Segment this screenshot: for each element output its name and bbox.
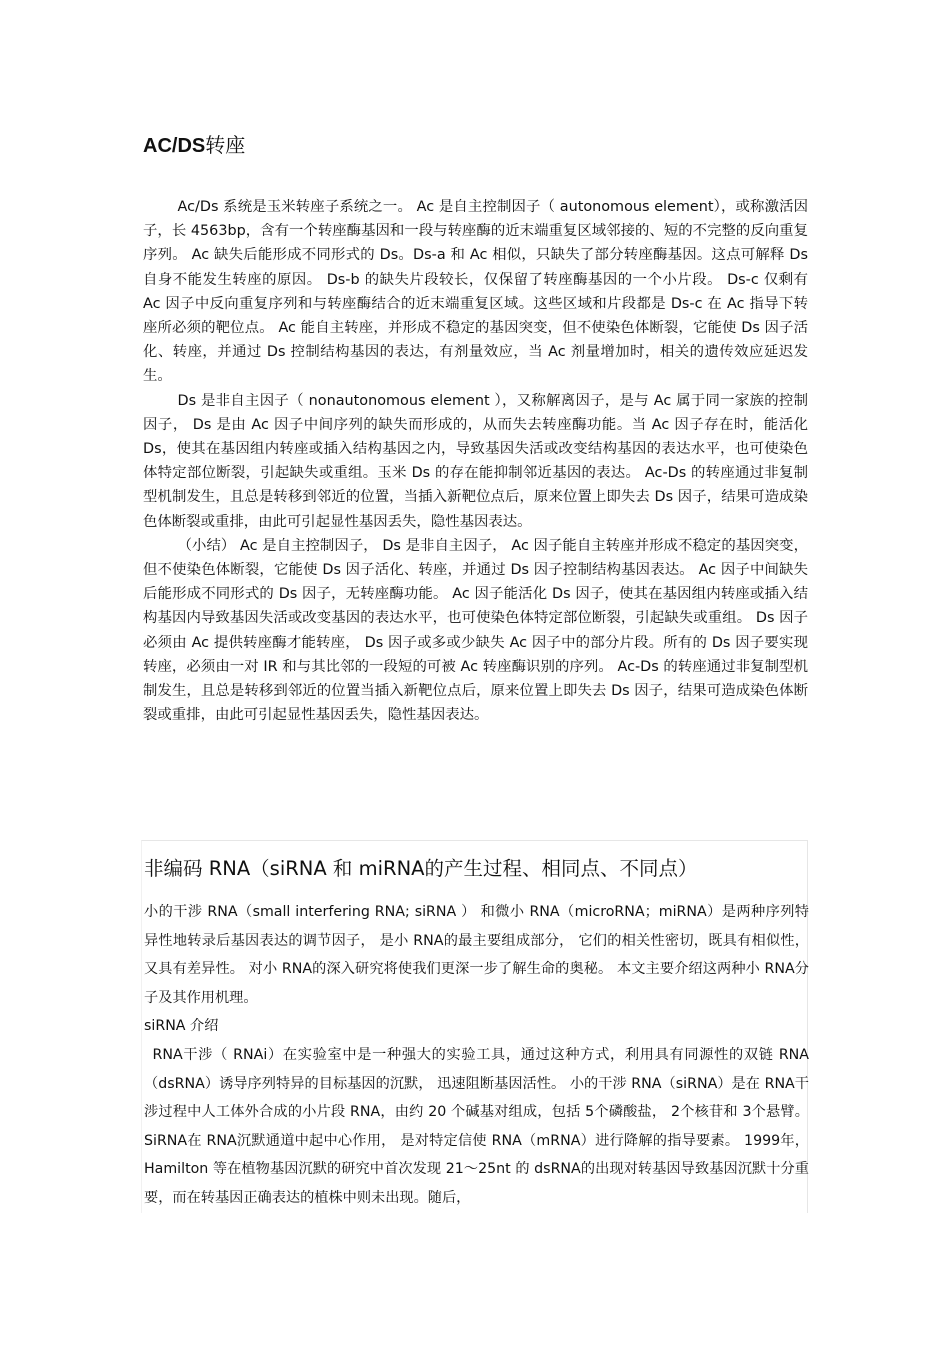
section-box-ncrna <box>141 840 808 1213</box>
title-latin-part: AC/DS <box>143 135 206 157</box>
section-body-ncrna <box>144 898 809 1213</box>
subheading-sirna: siRNA 介绍 <box>144 1018 219 1035</box>
paragraph-ac: Ac/Ds 系统是玉米转座子系统之一。 Ac 是自主控制因子（ autonomous element），或称激活因子，长 4563bp，含有一个转座酶基因和一段与转座酶的近末端重复区域邻接的、短的不完整的反向重复序列。 Ac 缺失后能形成不同形式的 Ds。Ds-a 和 Ac 相似，只缺失了部分转座酶基因。这点可解释 Ds 自身不能发生转座的原因。 Ds-b 的缺失片段较长，仅保留了转座酶基因的一个小片段。 Ds-c 仅剩有 Ac 因子中反向重复序列和与转座酶结合的近末端重复区域。这些区域和片段都是 Ds-c 在 Ac 指导下转座所必须的靶位点。 Ac 能自主转座，并形成不稳定的基因突变，但不使染色体断裂，它能使 Ds 因子活化、转座，并通过 Ds 控制结构基因的表达，有剂量效应，当 Ac 剂量增加时，相关的遗传效应延迟发生。 <box>143 199 808 385</box>
paragraph-sirna: RNA干涉（ RNAi）在实验室中是一种强大的实验工具，通过这种方式，利用具有同源性的双链 RNA（dsRNA）诱导序列特异的目标基因的沉默， 迅速阻断基因活性。 小的干涉 RNA（siRNA）是在 RNA干涉过程中人工体外合成的小片段 RNA，由约 20 个碱基对组成，包括 5个磷酸盐， 2个核苷和 3个悬臂。 SiRNA在 RNA沉默通道中起中心作用， 是对特定信使 RNA（mRNA）进行降解的指导要素。 1999年， Hamilton 等在植物基因沉默的研究中首次发现 21～25nt 的 dsRNA的出现对转基因导致基因沉默十分重要，而在转基因正确表达的植株中则未出现。随后， <box>144 1046 809 1206</box>
section-title-acds <box>143 129 245 158</box>
paragraph-intro: 小的干涉 RNA（small interfering RNA; siRNA ） 和微小 RNA（microRNA；miRNA）是两种序列特异性地转录后基因表达的调节因子， 是小 RNA的最主要组成部分， 它们的相关性密切，既具有相似性， 又具有差异性。 对小 RNA的深入研究将使我们更深一步了解生命的奥秘。 本文主要介绍这两种小 RNA分子及其作用机理。 <box>144 904 809 1006</box>
paragraph-ds: Ds 是非自主因子（ nonautonomous element ），又称解离因子，是与 Ac 属于同一家族的控制因子， Ds 是由 Ac 因子中间序列的缺失而形成的，从而失去转座酶功能。当 Ac 因子存在时，能活化 Ds，使其在基因组内转座或插入结构基因之内，导致基因失活或改变结构基因的表达水平，也可使染色体特定部位断裂，引起缺失或重组。玉米 Ds 的存在能抑制邻近基因的表达。 Ac-Ds 的转座通过非复制型机制发生，且总是转移到邻近的位置，当插入新靶位点后，原来位置上即失去 Ds 因子，结果可造成染色体断裂或重排，由此可引起显性基因丢失，隐性基因表达。 <box>143 392 808 530</box>
section-body-acds <box>143 195 808 727</box>
section-title-ncrna: 非编码 RNA（siRNA 和 miRNA的产生过程、相同点、不同点） <box>144 857 698 880</box>
title-chinese-part: 转座 <box>205 133 246 157</box>
paragraph-summary: （小结） Ac 是自主控制因子， Ds 是非自主因子， Ac 因子能自主转座并形成不稳定的基因突变，但不使染色体断裂，它能使 Ds 因子活化、转座，并通过 Ds 因子控制结构基因表达。 Ac 因子中间缺失后能形成不同形式的 Ds 因子，无转座酶功能。 Ac 因子能活化 Ds 因子，使其在基因组内转座或插入结构基因内导致基因失活或改变基因的表达水平，也可使染色体特定部位断裂，引起缺失或重组。 Ds 因子必须由 Ac 提供转座酶才能转座， Ds 因子或多或少缺失 Ac 因子中的部分片段。所有的 Ds 因子要实现转座，必须由一对 IR 和与其比邻的一段短的可被 Ac 转座酶识别的序列。 Ac-Ds 的转座通过非复制型机制发生，且总是转移到邻近的位置当插入新靶位点后，原来位置上即失去 Ds 因子，结果可造成染色体断裂或重排，由此可引起显性基因丢失，隐性基因表达。 <box>143 537 808 724</box>
